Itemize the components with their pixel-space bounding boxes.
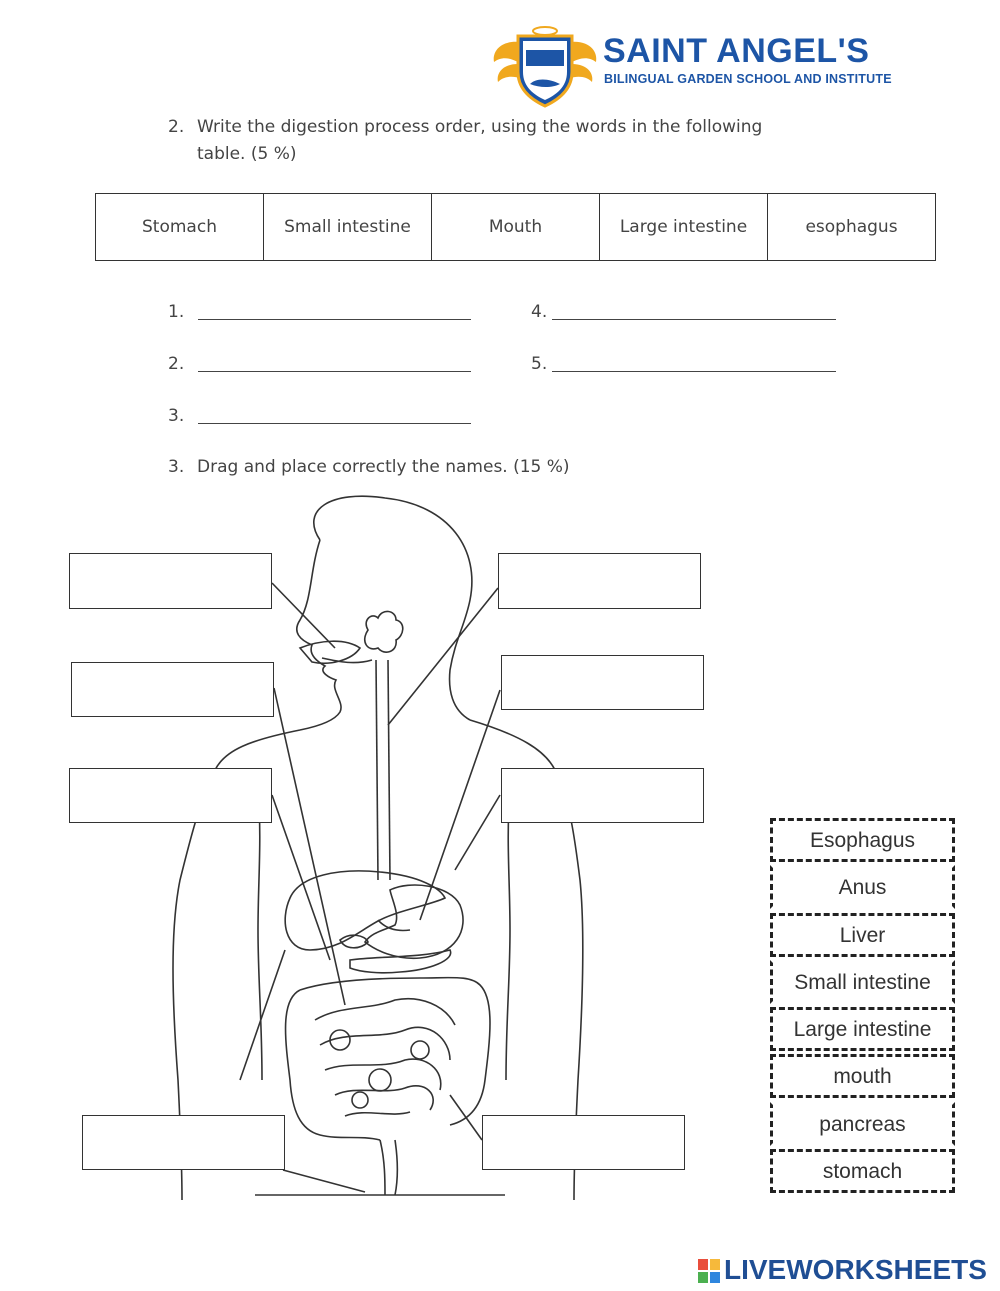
drop-box-right-1[interactable] [498, 553, 701, 609]
school-subtitle: BILINGUAL GARDEN SCHOOL AND INSTITUTE [604, 72, 892, 86]
word-table-cell: Small intestine [264, 194, 432, 261]
drop-box-bottom-left[interactable] [82, 1115, 285, 1170]
question-2-line1: Write the digestion process order, using the words in the following [197, 117, 763, 137]
blank-label-2: 2. [168, 354, 185, 374]
word-bank [770, 818, 955, 1196]
word-bank-item[interactable]: Liver [770, 913, 955, 957]
word-table-cell: Large intestine [600, 194, 768, 261]
drop-box-bottom-right[interactable] [482, 1115, 685, 1170]
liveworksheets-logo-icon [698, 1259, 720, 1283]
word-bank-item[interactable]: Large intestine [770, 1007, 955, 1051]
word-bank-item[interactable]: mouth [770, 1054, 955, 1098]
question-2-line2: table. (5 %) [197, 144, 297, 164]
word-table-cell: Mouth [432, 194, 600, 261]
drop-box-left-2[interactable] [71, 662, 274, 717]
drop-box-mouth-target[interactable] [69, 553, 272, 609]
question-3-number: 3. [168, 457, 185, 477]
blank-label-5: 5. [531, 354, 548, 374]
word-bank-item[interactable]: pancreas [770, 1102, 955, 1146]
blank-label-4: 4. [531, 302, 548, 322]
word-bank-item[interactable]: Esophagus [770, 818, 955, 862]
liveworksheets-brand: LIVEWORKSHEETS [724, 1254, 987, 1285]
answer-blank-2[interactable] [198, 371, 471, 372]
word-bank-item[interactable]: Anus [770, 865, 955, 909]
drop-box-right-2[interactable] [501, 655, 704, 710]
answer-blank-5[interactable] [552, 371, 836, 372]
school-name: SAINT ANGEL'S [603, 32, 870, 70]
blank-label-3: 3. [168, 406, 185, 426]
blank-label-1: 1. [168, 302, 185, 322]
word-table [95, 193, 936, 261]
answer-blank-1[interactable] [198, 319, 471, 320]
answer-blank-4[interactable] [552, 319, 836, 320]
question-3-text: Drag and place correctly the names. (15 %) [197, 457, 570, 477]
school-crest-logo [490, 22, 600, 108]
answer-blank-3[interactable] [198, 423, 471, 424]
word-table-cell: esophagus [768, 194, 936, 261]
word-bank-item[interactable]: Small intestine [770, 960, 955, 1004]
drop-box-right-3[interactable] [501, 768, 704, 823]
question-2-number: 2. [168, 117, 185, 137]
word-table-cell: Stomach [96, 194, 264, 261]
drop-box-left-3[interactable] [69, 768, 272, 823]
word-bank-item[interactable]: stomach [770, 1149, 955, 1193]
